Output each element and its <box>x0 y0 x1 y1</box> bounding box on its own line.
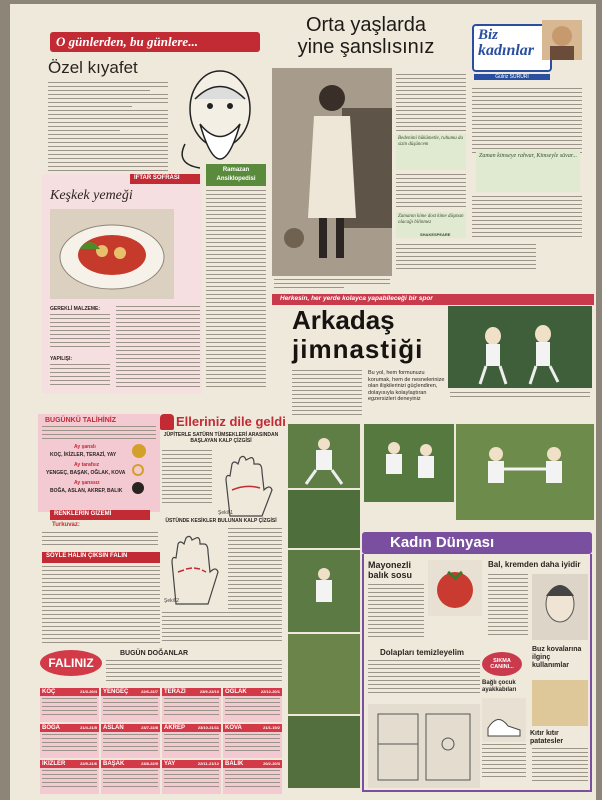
sign-text <box>103 770 158 790</box>
recipe-method-right <box>116 306 200 390</box>
gym-photo-7 <box>288 634 360 714</box>
keskek-dish-photo <box>50 209 174 299</box>
ice-bucket-photo <box>532 680 588 726</box>
sign-name: OĞLAK <box>225 689 247 695</box>
sign-header <box>223 688 282 696</box>
gym-photo-5 <box>288 490 360 548</box>
lucky-label: Ay şanslı <box>74 444 96 450</box>
hands-body-3 <box>162 612 282 648</box>
article-buz-kovalari: Buz kovalarına ilginç kullanımlar <box>532 646 582 669</box>
gym-photo-caption <box>450 392 590 402</box>
sign-dates: 23/10-21/11 <box>197 725 219 730</box>
method-label: YAPILIŞI: <box>50 356 73 362</box>
soyle-halin-body <box>42 566 160 646</box>
article-mayonezli: Mayonezli balık sosu <box>368 560 413 580</box>
sign-name: YENGEÇ <box>103 689 129 695</box>
gym-photo-8 <box>288 716 360 788</box>
hand-icon <box>160 414 174 430</box>
iftar-tag: İFTAR SOFRASI <box>130 174 200 184</box>
renklerin-gizemi-title: RENKLERİN GİZEMİ <box>50 510 150 520</box>
mayonezli-body <box>368 584 424 644</box>
sign-text <box>103 698 158 718</box>
quote-box-2: Zaman kimseye rahvar, Kimseyle süvar... <box>476 150 580 192</box>
quote-box-1: Bedenimi hükümetle, ruhumu da sizin düşüncem <box>396 134 466 170</box>
photo-caption <box>274 279 390 293</box>
sign-header <box>223 724 282 732</box>
orta-yaslarda-body-3 <box>396 244 536 274</box>
section-banner-o-gunlerden: O günlerden, bu günlere... <box>50 32 260 52</box>
sign-text <box>103 734 158 754</box>
horoscope-sign-cell <box>101 760 160 794</box>
sign-dates: 23/8-22/9 <box>141 761 158 766</box>
biz-kadinlar-byline: Gülriz SURURİ <box>474 74 550 80</box>
sign-dates: 22/5-21/6 <box>80 761 97 766</box>
sign-name: KOÇ <box>42 689 56 695</box>
article-title-ozel-kiyafet: Özel kıyafet <box>48 58 138 77</box>
sign-name: İKİZLER <box>42 761 66 767</box>
kadin-dunyasi-title: Kadın Dünyası <box>390 534 495 551</box>
biz-kadinlar-body-2 <box>472 196 582 246</box>
sign-text <box>225 734 280 754</box>
gym-body-col1 <box>292 370 362 420</box>
gym-photo-2 <box>288 424 360 488</box>
sign-name: YAY <box>164 761 176 767</box>
hands-body-1 <box>162 450 212 510</box>
sign-dates: 21/1-19/2 <box>263 725 280 730</box>
horoscope-sign-cell <box>40 760 99 794</box>
sign-text <box>42 770 97 790</box>
horoscope-sign-cell <box>101 688 160 722</box>
article-dolaplar: Dolapları temizleyelim <box>380 648 465 657</box>
woman-portrait-photo <box>272 68 392 276</box>
neutral-signs: YENGEÇ, BAŞAK, OĞLAK, KOVA <box>46 470 126 476</box>
sign-text <box>164 734 219 754</box>
gym-lead: Bu yol, hem formunuzu korumak, hem de nesnelerinize olan ilişkilerinizi güçlendiren, dolayısıyla kolaylaştıran egzersizleri deneyiniz <box>368 370 445 402</box>
neutral-moon-icon <box>132 464 144 476</box>
horoscope-sign-cell <box>162 760 221 794</box>
sign-dates: 22/11-21/12 <box>197 761 219 766</box>
sign-header <box>162 724 221 732</box>
orta-yaslarda-body-2 <box>396 174 466 214</box>
faliniz-logo: FALINIZ <box>40 650 102 676</box>
sign-header <box>40 724 99 732</box>
sign-name: BOĞA <box>42 725 60 731</box>
bugunku-talihiniz-title: BUGÜNKÜ TALİHİNİZ <box>45 417 117 424</box>
sign-name: KOVA <box>225 725 242 731</box>
ingredients-list <box>50 314 110 354</box>
horoscope-sign-cell <box>223 724 282 758</box>
hand-diagram-1 <box>216 450 280 520</box>
headline-orta-yaslarda: Orta yaşlarda yine şanslısınız <box>297 14 435 58</box>
gym-photo-6 <box>288 550 360 632</box>
sign-header <box>101 760 160 768</box>
hands-subtitle-2: ÜSTÜNDE KESİKLER BULUNAN KALP ÇİZGİSİ <box>165 518 277 524</box>
hand-diagram-2 <box>162 528 226 608</box>
turkuvaz-label: Turkuvaz: <box>52 522 80 528</box>
gym-photo-3 <box>364 424 454 502</box>
article-bal: Bal, kremden daha iyidir <box>488 560 581 569</box>
sikma-canini-text: Bağlı çocuk ayakkabıları <box>482 680 517 693</box>
author-photo <box>542 20 582 60</box>
article-kitir-patates: Kıtır kıtır patatesler <box>530 730 564 745</box>
horoscope-sign-cell <box>223 760 282 794</box>
sign-text <box>225 770 280 790</box>
sign-header <box>223 760 282 768</box>
newspaper-page <box>10 4 596 800</box>
dolaplar-body <box>368 660 480 700</box>
sign-text <box>164 698 219 718</box>
sign-header <box>162 760 221 768</box>
sign-text <box>42 734 97 754</box>
quote-source-1: SHAKESPEARE <box>420 232 451 237</box>
gym-kicker: Herkesin, her yerde kolayca yapabileceği bir spor <box>272 294 594 305</box>
neutral-label: Ay tarafsız <box>74 462 100 468</box>
gym-headline: Arkadaş jimnastiği <box>292 305 424 364</box>
sign-dates: 23/9-22/10 <box>199 689 219 694</box>
sikma-canini-body <box>482 744 526 784</box>
unlucky-signs: BOĞA, ASLAN, AKREP, BALIK <box>50 488 123 494</box>
biz-kadinlar-body <box>472 88 582 158</box>
biz-kadinlar-logo: Biz kadınlar <box>472 24 552 72</box>
sign-dates: 22/6-22/7 <box>141 689 158 694</box>
sign-name: BAŞAK <box>103 761 125 767</box>
hands-subtitle-1: JÜPİTERLE SATÜRN TÜMSEKLERİ ARASINDAN BAŞLAYAN KALP ÇİZGİSİ <box>163 432 279 444</box>
sign-text <box>164 770 219 790</box>
sign-name: TERAZİ <box>164 689 186 695</box>
bugun-doganlar-title: BUGÜN DOĞANLAR <box>120 650 189 657</box>
tomato-illustration <box>428 560 482 616</box>
sign-text <box>42 698 97 718</box>
horoscope-signs-grid <box>40 688 282 794</box>
article-body-ozel-kiyafet <box>48 82 168 182</box>
sign-name: AKREP <box>164 725 186 731</box>
renklerin-gizemi-body <box>42 532 158 550</box>
sign-header <box>101 688 160 696</box>
method-text <box>50 364 110 390</box>
horoscope-sign-cell <box>223 688 282 722</box>
unlucky-moon-icon <box>132 482 144 494</box>
horoscope-sign-cell <box>162 724 221 758</box>
hand-1-caption: Şekil 1 <box>218 510 234 516</box>
ramazan-body <box>206 190 266 390</box>
quote-box-3: Zamanın kime dost kime düşman olacağı bilinmez <box>396 212 466 238</box>
sign-name: ASLAN <box>103 725 124 731</box>
kitir-body <box>532 748 588 788</box>
unlucky-label: Ay şanssız <box>74 480 100 486</box>
sign-header <box>162 688 221 696</box>
bugun-doganlar-body <box>106 660 282 684</box>
sign-text <box>225 698 280 718</box>
sikma-canini-badge: SIKMA CANINI... <box>482 652 522 676</box>
lucky-signs: KOÇ, İKİZLER, TERAZİ, YAY <box>50 452 117 458</box>
lucky-moon-icon <box>132 444 146 458</box>
sign-name: BALIK <box>225 761 244 767</box>
bal-body <box>488 574 528 644</box>
horoscope-sign-cell <box>162 688 221 722</box>
horoscope-sign-cell <box>40 688 99 722</box>
ramazan-ansiklopedisi-tag: Ramazan Ansiklopedisi <box>206 164 266 186</box>
hand-2-caption: Şekil 2 <box>164 598 180 604</box>
cabinet-illustration <box>368 704 480 788</box>
recipe-title-keskek: Keşkek yemeği <box>50 188 133 203</box>
elleriniz-dile-geldi-title: Elleriniz dile geldi <box>176 414 286 429</box>
shoes-illustration <box>482 698 526 742</box>
soyle-halin-callout: SÖYLE HALİN ÇIKSIN FALIN <box>42 552 160 563</box>
gym-running-photo <box>448 306 592 388</box>
horoscope-sign-cell <box>40 724 99 758</box>
sign-header <box>40 688 99 696</box>
woman-face-sketch <box>532 574 588 640</box>
cartoon-man-illustration <box>170 64 270 169</box>
sign-dates: 21/4-21/5 <box>80 725 97 730</box>
gym-photo-4 <box>456 424 594 520</box>
horoscope-sign-cell <box>101 724 160 758</box>
sign-dates: 22/12-20/1 <box>260 689 280 694</box>
sign-dates: 23/7-22/8 <box>141 725 158 730</box>
sign-header <box>40 760 99 768</box>
sign-dates: 21/3-20/4 <box>80 689 97 694</box>
ingredients-label: GEREKLİ MALZEME: <box>50 306 100 312</box>
sign-header <box>101 724 160 732</box>
talihiniz-intro <box>42 426 156 442</box>
sign-dates: 20/2-20/3 <box>263 761 280 766</box>
hands-body-2 <box>228 528 282 618</box>
